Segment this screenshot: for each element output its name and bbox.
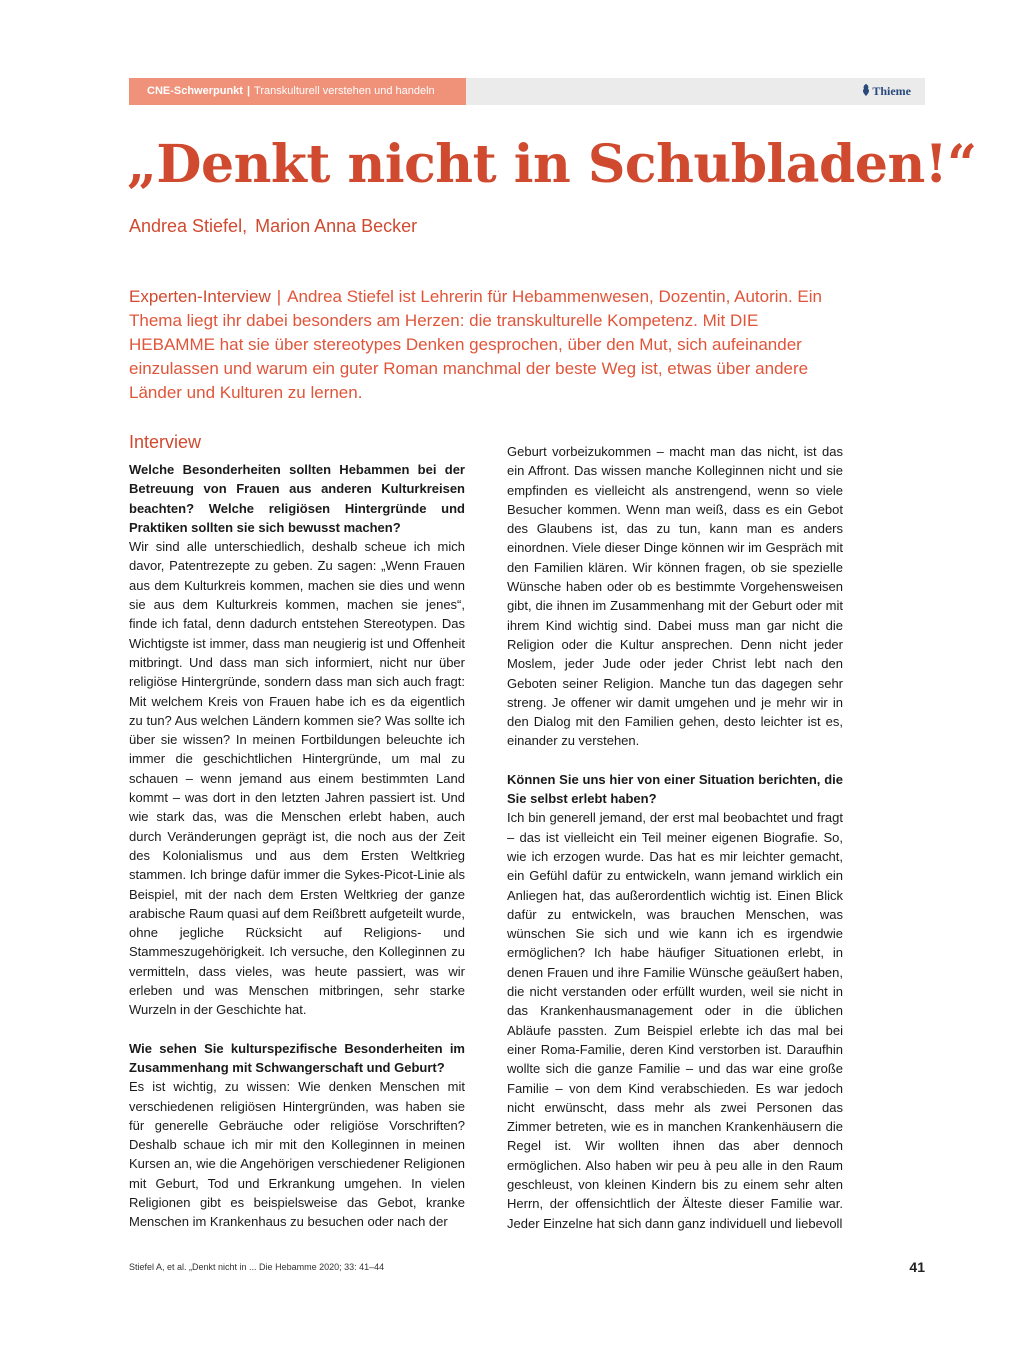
paragraph-gap (129, 1020, 465, 1039)
citation-footer: Stiefel A, et al. „Denkt nicht in ... Die Hebamme 2020; 33: 41–44 (129, 1262, 385, 1272)
publisher-logo (862, 78, 911, 105)
intro-separator: | (276, 287, 282, 306)
article-intro (129, 285, 845, 405)
intro-label: Experten-Interview (129, 287, 271, 306)
section-label: CNE-Schwerpunkt (147, 85, 243, 97)
thieme-logo-icon (862, 84, 870, 96)
interview-question: Wie sehen Sie kulturspezifische Besonderheiten im Zusammenhang mit Schwangerschaft und Geburt? (129, 1040, 465, 1075)
interview-answer: Es ist wichtig, zu wissen: Wie denken Menschen mit verschiedenen religiösen Hintergründen, was haben sie für generelle Gebräuche oder religiöse Vorschriften? Deshalb schaue ich mir mit den Kolleginnen in meinen Kursen an, wie die Angehörigen verschiedener Religionen mit Geburt, Tod und Erkrankung umgehen. In vielen Religionen gibt es beispielsweise das Gebot, kranke Menschen im Krankenhaus zu besuchen oder nach der (129, 1079, 465, 1230)
intro-text: Andrea Stiefel ist Lehrerin für Hebammenwesen, Dozentin, Autorin. Ein Thema liegt ihr dabei besonders am Herzen: die transkulturelle Kompetenz. Mit DIE HEBAMME hat sie über stereotypes Denken gesprochen, über den Mut, sich aufeinander einzulassen und warum ein guter Roman manchmal der beste Weg ist, etwas über andere Länder und Kulturen zu lernen. (129, 287, 822, 402)
section-tag (129, 78, 466, 105)
paragraph-gap (507, 751, 843, 770)
topic-label: Transkulturell verstehen und handeln (254, 85, 435, 97)
right-column (507, 442, 843, 1233)
interview-question: Können Sie uns hier von einer Situation berichten, die Sie selbst erlebt haben? (507, 771, 843, 807)
publisher-name: Thieme (872, 84, 911, 98)
interview-answer: Geburt vorbeizukommen – macht man das nicht, ist das ein Affront. Das wissen manche Kolleginnen nicht und sie empfinden es vielleicht als anstrengend, wenn so viele Besucher kommen. Wenn man weiß, dass es ein Gebot des Glaubens ist, das zu tun, kann man es anders einordnen. Viele dieser Dinge können wir im Gespräch mit den Familien klären. Wir können fragen, ob sie spezielle Wünsche haben oder ob es bestimmte Vorgehensweisen gibt, die ihnen im Zusammenhang mit der Geburt oder mit ihrem Kind wichtig sind. Dabei muss man gar nicht die Religion oder die Kultur ansprechen. Denn nicht jeder Moslem, jeder Jude oder jeder Christ lebt nach den Geboten seiner Religion. Manche tun das dagegen sehr streng. Je offener wir damit umgehen und je mehr wir in den Dialog mit den Familien gehen, desto leichter ist es, einander zu verstehen. (507, 444, 843, 749)
section-separator: | (246, 85, 251, 97)
interview-heading: Interview (129, 432, 202, 452)
page-number: 41 (909, 1259, 925, 1275)
article-title: „Denkt nicht in Schubladen!“ (127, 134, 977, 195)
author-name: Andrea Stiefel, (129, 216, 248, 236)
author-name: Marion Anna Becker (255, 216, 418, 236)
left-column (129, 430, 465, 1232)
interview-answer: Ich bin generell jemand, der erst mal beobachtet und fragt – das ist vielleicht ein Teil meiner eigenen Biografie. So, wie ich erzogen wurde. Das hat es mir leichter gemacht, ein Gefühl dafür zu entwickeln, wann jemand wirklich ein Anliegen hat, das außerordentlich wichtig ist. Einen Blick dafür zu entwickeln, was brauchen Menschen, was wünschen Sie sich und wie kann ich es irgendwie ermöglichen? Ich habe häufiger Situationen erlebt, in denen Frauen und ihre Familie Wünsche geäußert haben, die nicht verstanden oder erfüllt wurden, weil sie nicht in das Krankenhausmanagement oder in die üblichen Abläufe passten. Zum Beispiel erlebte ich das mal bei einer Roma-Familie, deren Kind verstorben ist. Daraufhin wollte sich die ganze Familie – und das war eine große Familie – von dem Kind verabschieden. Es war jedoch nicht erwünscht, dass mehr als zwei Personen das Zimmer betreten, wie es in manchen Krankenhäusern die Regel ist. Wir wollten ihnen das aber dennoch ermöglichen. Also haben wir peu à peu alle in den Raum geschleust, von kleinen Kindern bis zu einem sehr alten Herrn, der offensichtlich der Älteste dieser Familie war. Jeder Einzelne hat sich dann ganz individuell und liebevoll (507, 810, 843, 1231)
author-list (129, 216, 417, 237)
interview-answer: Wir sind alle unterschiedlich, deshalb scheue ich mich davor, Patentrezepte zu geben. Zu sagen: „Wenn Frauen aus dem Kulturkreis kommen, machen sie dies und wenn sie aus dem Kulturkreis kommen, machen sie jenes“, finde ich fatal, denn dadurch entstehen Stereotypen. Das Wichtigste ist immer, dass man neugierig ist und Offenheit mitbringt. Und dass man sich informiert, nicht nur über religiöse Hintergründe, sondern dass man sich auch fragt: Mit welchem Kreis von Frauen habe ich es da eigentlich zu tun? Aus welchen Ländern kommen sie? Was sollte ich über sie wissen? In meinen Fortbildungen beleuchte ich immer die geschichtlichen Hintergründe, um mal zu schauen – wenn jemand aus einem bestimmten Land kommt – was dort in den letzten Jahren passiert ist. Und wie stark das, was die Menschen erlebt haben, auch durch Veränderungen geprägt ist, die noch aus der Zeit des Kolonialismus und aus dem Ersten Weltkrieg stammen. Ich bringe dafür immer die Sykes-Picot-Linie als Beispiel, mit der nach dem Ersten Weltkrieg der ganze arabische Raum quasi auf dem Reißbrett aufgeteilt wurde, ohne jegliche Rücksicht auf Religions- und Stammeszugehörigkeit. Ich versuche, den Kolleginnen zu vermitteln, dass vieles, was heute passiert, was wir erleben und was Menschen mitbringen, sehr starke Wurzeln in der Geschichte hat. (129, 539, 466, 1018)
interview-question: Welche Besonderheiten sollten Hebammen bei der Betreuung von Frauen aus anderen Kulturkreisen beachten? Welche religiösen Hintergründe und Praktiken sollten sie sich bewusst machen? (129, 462, 465, 535)
running-header (129, 78, 925, 105)
